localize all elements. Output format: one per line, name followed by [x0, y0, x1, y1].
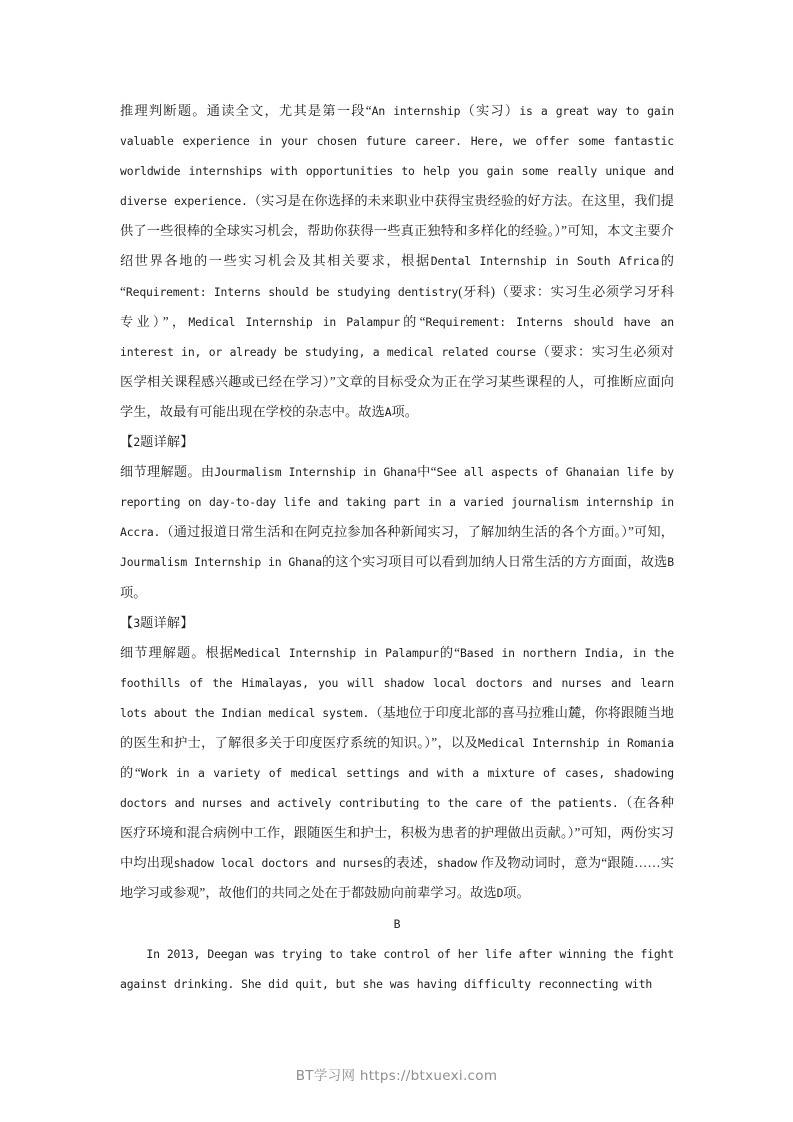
latin-text-run: B — [667, 555, 674, 570]
latin-text-run: An internship — [371, 104, 461, 118]
section-heading-question-3: 【3题详解】 — [120, 614, 194, 630]
latin-text-run: Jourmalism Internship in Ghana — [214, 465, 417, 480]
latin-text-run: Work in a variety of medical settings and with a mixture of cases, shadowing doctors and nurses and actively contributing to the care of the patients. — [120, 766, 675, 811]
reading-passage-paragraph — [120, 939, 674, 999]
latin-text-run: Medical Internship in Palampur — [188, 314, 400, 329]
latin-text-run: D — [496, 886, 504, 901]
section-label-b — [120, 909, 674, 939]
latin-text-run: is a great way to gain valuable experience in your chosen future career. Here, we offer some fantastic worldwide internships with opportunities to help you gain some really unique and diverse experience. — [120, 104, 674, 209]
document-body — [120, 96, 674, 999]
latin-text-run: A — [384, 404, 392, 419]
section-heading-question-2: 【2题详解】 — [120, 434, 194, 450]
latin-text-run: Jourmalism Internship in Ghana — [120, 555, 322, 570]
latin-text-run: Medical Internship in Romania — [478, 735, 675, 750]
explanation-paragraph-question-2: 细节理解题。由Jourmalism Internship in Ghana中“See all aspects of Ghanaian life by reporting on day-to-day life and taking part in a varied journalism internship in Accra.（通过报道日常生活和在阿克拉参加各种新闻实习，了解加纳生活的各个方面。）”可知，Jourmalism Internship in Ghana的这个实习项目可以看到加纳人日常生活的方方面面，故选B项。 — [120, 464, 674, 600]
explanation-paragraph-question-1: 推理判断题。通读全文，尤其是第一段“An internship（实习）is a great way to gain valuable experience in your chosen future career. Here, we offer some fantastic worldwide internships with opportunities to help you gain some really unique and diverse experience.（实习是在你选择的未来职业中获得宝贵经验的好方法。在这里，我们提供了一些很棒的全球实习机会，帮助你获得一些真正独特和多样化的经验。）”可知，本文主要介绍世界各地的一些实习机会及其相关要求，根据Dental Internship in South Africa的“Requirement: Interns should be studying dentistry(牙科)（要求：实习生必须学习牙科专业）”，Medical Internship in Palampur的“Requirement: Interns should have an interest in, or already be studying, a medical related course（要求：实习生必须对医学相关课程感兴趣或已经在学习）”文章的目标受众为正在学习某些课程的人，可推断应面向学生，故最有可能出现在学校的杂志中。故选A项。 — [120, 103, 674, 419]
latin-text-run: Requirement: Interns should be studying dentistry — [125, 284, 459, 299]
latin-text-run: shadow — [436, 856, 477, 871]
latin-text-run: Requirement: Interns should have an interest in, or already be studying, a medical related course — [120, 314, 674, 359]
latin-text-run: 2 — [133, 435, 141, 450]
latin-text-run: shadow local doctors and nurses — [173, 856, 383, 871]
latin-text-run: Based in northern India, in the foothills of the Himalayas, you will shadow local doctors and nurses and learn lots about the Indian medical system. — [120, 645, 674, 720]
latin-text-run: Dental Internship in South Africa — [430, 254, 660, 269]
explanation-paragraph-question-3: 细节理解题。根据Medical Internship in Palampur的“Based in northern India, in the foothills of the Himalayas, you will shadow local doctors and nurses and learn lots about the Indian medical system.（基地位于印度北部的喜马拉雅山麓，你将跟随当地的医生和护士，了解很多关于印度医疗系统的知识。）”，以及Medical Internship in Romania的“Work in a variety of medical settings and with a mixture of cases, shadowing doctors and nurses and actively contributing to the care of the patients.（在各种医疗环境和混合病例中工作，跟随医生和护士，积极为患者的护理做出贡献。）”可知，两份实习中均出现shadow local doctors and nurses的表述，shadow 作及物动词时，意为“跟随……实地学习或参观”，故他们的共同之处在于都鼓励向前辈学习。故选D项。 — [120, 644, 675, 901]
footer-watermark: BT学习网 https://btxuexi.com — [295, 1068, 498, 1084]
latin-text-run: See all aspects of Ghanaian life by reporting on day-to-day life and taking part in a varied journalism internship in Accra. — [120, 465, 674, 540]
latin-text-run: B — [393, 916, 401, 931]
latin-text-run: Medical Internship in Palampur — [233, 645, 439, 660]
latin-text-run: In 2013, Deegan was trying to take control of her life after winning the fight against drinking. She did quit, but she was having difficulty reconnecting with — [120, 946, 674, 991]
latin-text-run: 3 — [133, 615, 141, 630]
